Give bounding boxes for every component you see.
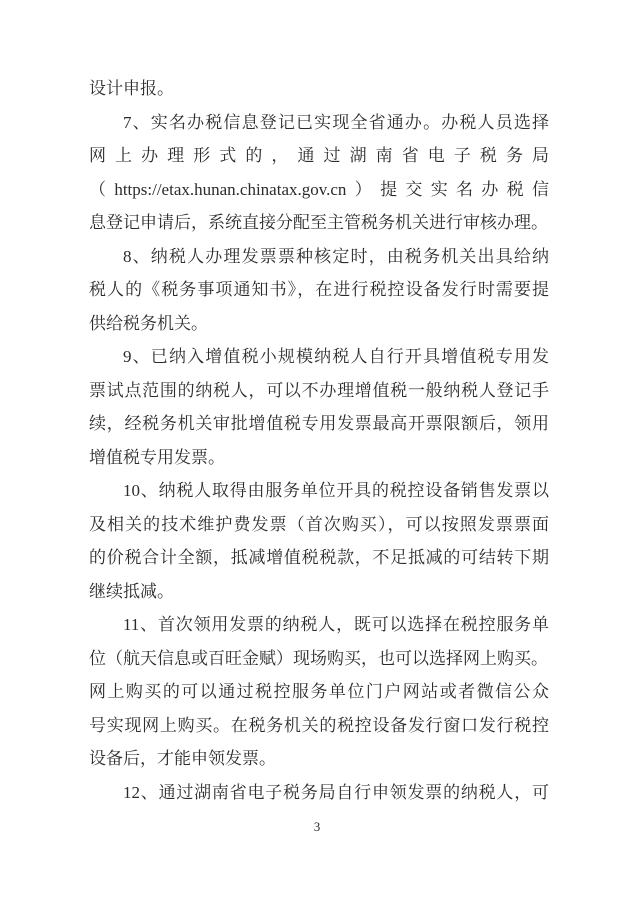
text-line: 设备后，才能申领发票。: [89, 749, 276, 768]
text-line: 号实现网上购买。在税务机关的税控设备发行窗口发行税控: [89, 715, 549, 735]
text-line: 12、通过湖南省电子税务局自行申领发票的纳税人，可: [123, 782, 549, 802]
page-number: 3: [313, 819, 321, 834]
document-body: [89, 72, 549, 809]
text-line: 及相关的技术维护费发票（首次购买），可以按照发票票面: [89, 514, 549, 534]
text-line: 8、纳税人办理发票票种核定时，由税务机关出具给纳: [123, 246, 549, 266]
text-line: 税人的《税务事项通知书》，在进行税控设备发行时需要提: [89, 280, 549, 299]
text-line: 增值税专用发票。: [89, 447, 225, 467]
text-line: 息登记申请后，系统直接分配至主管税务机关进行审核办理。: [89, 213, 548, 232]
text-line: 续，经税务机关审批增值税专用发票最高开票限额后，领用: [89, 414, 549, 433]
text-line: 7、实名办税信息登记已实现全省通办。办税人员选择: [123, 112, 549, 132]
text-line: 9、已纳入增值税小规模纳税人自行开具增值税专用发: [123, 347, 549, 366]
text-line: 10、纳税人取得由服务单位开具的税控设备销售发票以: [123, 481, 549, 500]
text-line: 继续抵减。: [89, 581, 174, 601]
text-line: 网上购买的可以通过税控服务单位门户网站或者微信公众: [89, 682, 549, 701]
text-line: 位（航天信息或百旺金赋）现场购买，也可以选择网上购买。: [89, 648, 548, 668]
text-line: 网上办理形式的，通过湖南省电子税务局: [89, 146, 549, 165]
text-line: （https://etax.hunan.chinatax.gov.cn）提交实名办税信: [89, 179, 549, 199]
text-line: 11、首次领用发票的纳税人，既可以选择在税控服务单: [123, 615, 549, 634]
text-line: 设计申报。: [89, 79, 174, 98]
text-line: 的价税合计全额，抵减增值税税款，不足抵减的可结转下期: [89, 548, 549, 567]
text-line: 票试点范围的纳税人，可以不办理增值税一般纳税人登记手: [89, 380, 549, 400]
text-line: 供给税务机关。: [89, 313, 208, 333]
